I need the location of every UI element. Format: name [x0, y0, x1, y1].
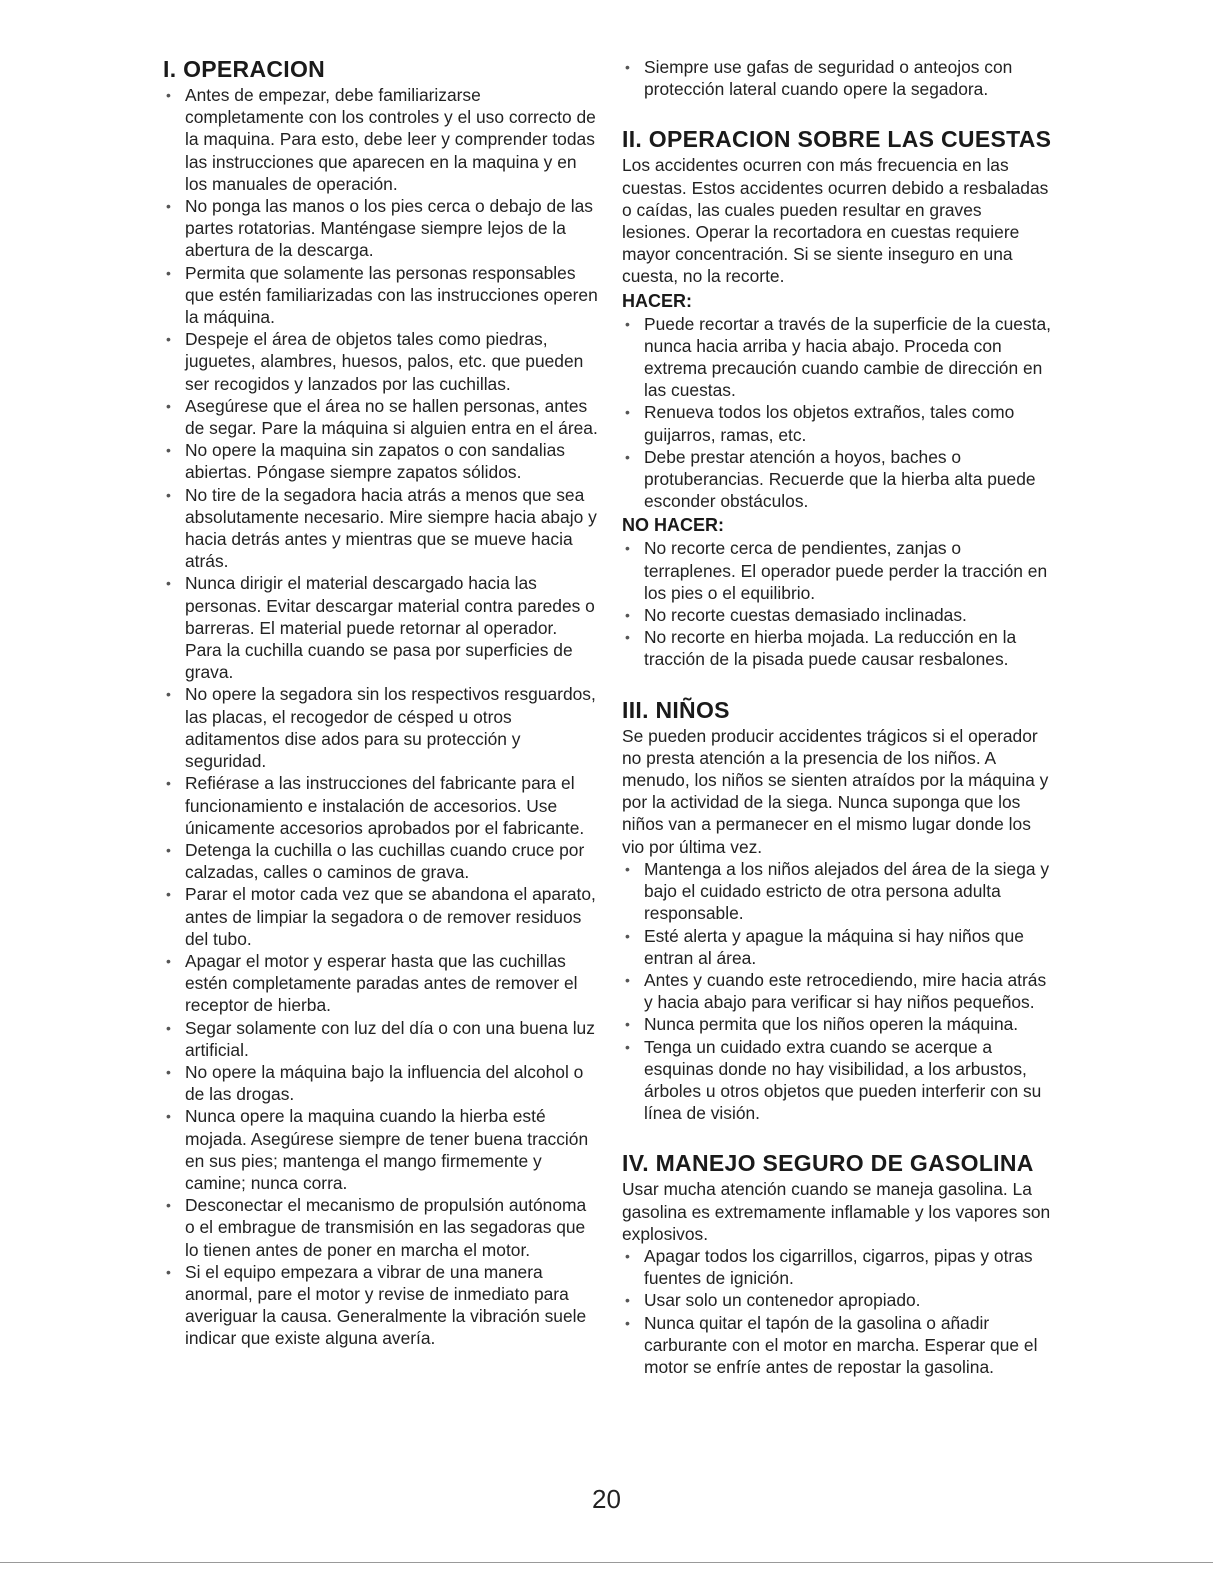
- list-item: • Renueva todos los objetos extraños, tales como guijarros, ramas, etc.: [622, 401, 1052, 445]
- list-item: • Refiérase a las instrucciones del fabricante para el funcionamiento e instalación de accesorios. Use únicamente accesorios aprobados por el fabricante.: [163, 772, 598, 839]
- list-item: • Apagar todos los cigarrillos, cigarros, pipas y otras fuentes de ignición.: [622, 1245, 1052, 1289]
- list-item: • Nunca quitar el tapón de la gasolina o añadir carburante con el motor en marcha. Esperar que el motor se enfríe antes de repostar la gasolina.: [622, 1312, 1052, 1379]
- list-item: • Nunca dirigir el material descargado hacia las personas. Evitar descargar material contra paredes o barreras. El material puede retornar al operador. Para la cuchilla cuando se pasa por superficies de grava.: [163, 572, 598, 683]
- list-item: • Usar solo un contenedor apropiado.: [622, 1289, 1052, 1311]
- list-item: • Segar solamente con luz del día o con una buena luz artificial.: [163, 1017, 598, 1061]
- list-item: • Detenga la cuchilla o las cuchillas cuando cruce por calzadas, calles o caminos de grava.: [163, 839, 598, 883]
- list-item: • Asegúrese que el área no se hallen personas, antes de segar. Pare la máquina si alguien entra en el área.: [163, 395, 598, 439]
- section-cuestas-title: II. OPERACION SOBRE LAS CUESTAS: [622, 126, 1052, 153]
- list-item: • Debe prestar atención a hoyos, baches o protuberancias. Recuerde que la hierba alta puede esconder obstáculos.: [622, 446, 1052, 513]
- list-item: • Desconectar el mecanismo de propulsión autónoma o el embrague de transmisión en las segadoras que lo tienen antes de poner en marcha el motor.: [163, 1194, 598, 1261]
- hacer-bullet-list: [622, 313, 1052, 513]
- list-item: • Puede recortar a través de la superficie de la cuesta, nunca hacia arriba y hacia abajo. Proceda con extrema precaución cuando cambie de dirección en las cuestas.: [622, 313, 1052, 402]
- list-item: • Nunca permita que los niños operen la máquina.: [622, 1013, 1052, 1035]
- list-item: • Parar el motor cada vez que se abandona el aparato, antes de limpiar la segadora o de remover residuos del tubo.: [163, 883, 598, 950]
- list-item: • Mantenga a los niños alejados del área de la siega y bajo el cuidado estricto de otra persona adulta responsable.: [622, 858, 1052, 925]
- right-column: [622, 56, 1052, 1378]
- list-item: • No opere la segadora sin los respectivos resguardos, las placas, el recogedor de césped u otros aditamentos dise ados para su protección y seguridad.: [163, 683, 598, 772]
- gasolina-intro: Usar mucha atención cuando se maneja gasolina. La gasolina es extremamente inflamable y los vapores son explosivos.: [622, 1179, 1051, 1244]
- bottom-divider: [0, 1562, 1213, 1563]
- section-gasolina-title: IV. MANEJO SEGURO DE GASOLINA: [622, 1150, 1034, 1177]
- operacion-continued-list: [622, 56, 1052, 100]
- list-item: • Siempre use gafas de seguridad o anteojos con protección lateral cuando opere la segadora.: [622, 56, 1052, 100]
- list-item: • No tire de la segadora hacia atrás a menos que sea absolutamente necesario. Mire siempre hacia abajo y hacia detrás antes y mientras que se mueve hacia atrás.: [163, 484, 598, 573]
- list-item: • Antes de empezar, debe familiarizarse completamente con los controles y el uso correcto de la maquina. Para esto, debe leer y comprender todas las instrucciones que aparecen en la maquina y en los manuales de operación.: [163, 84, 598, 195]
- ninos-bullet-list: [622, 858, 1052, 1124]
- list-item: • No recorte cerca de pendientes, zanjas o terraplenes. El operador puede perder la tracción en los pies o el equilibrio.: [622, 537, 1052, 604]
- gasolina-bullet-list: [622, 1245, 1052, 1378]
- list-item: • Antes y cuando este retrocediendo, mire hacia atrás y hacia abajo para verificar si hay niños pequeños.: [622, 969, 1052, 1013]
- list-item: • Si el equipo empezara a vibrar de una manera anormal, pare el motor y revise de inmediato para averiguar la causa. Generalmente la vibración suele indicar que existe alguna avería.: [163, 1261, 598, 1350]
- list-item: • Despeje el área de objetos tales como piedras, juguetes, alambres, huesos, palos, etc. que pueden ser recogidos y lanzados por las cuchillas.: [163, 328, 598, 395]
- section-operacion-title: I. OPERACION: [163, 56, 326, 82]
- list-item: • No recorte en hierba mojada. La reducción en la tracción de la pisada puede causar resbalones.: [622, 626, 1052, 670]
- ninos-intro: Se pueden producir accidentes trágicos si el operador no presta atención a la presencia de los niños. A menudo, los niños se sienten atraídos por la máquina y por la actividad de la siega. Nunca suponga que los niños van a permanecer en el mismo lugar donde los vio por última vez.: [622, 725, 1049, 857]
- list-item: • No recorte cuestas demasiado inclinadas.: [622, 604, 1052, 626]
- left-column: [163, 56, 598, 1350]
- list-item: • Apagar el motor y esperar hasta que las cuchillas estén completamente paradas antes de remover el receptor de hierba.: [163, 950, 598, 1017]
- list-item: • No opere la maquina sin zapatos o con sandalias abiertas. Póngase siempre zapatos sólidos.: [163, 439, 598, 483]
- list-item: • Nunca opere la maquina cuando la hierba esté mojada. Asegúrese siempre de tener buena tracción en sus pies; mantenga el mango firmemente y camine; nunca corra.: [163, 1105, 598, 1194]
- no-hacer-bullet-list: [622, 537, 1052, 670]
- list-item: • Esté alerta y apague la máquina si hay niños que entran al área.: [622, 925, 1052, 969]
- list-item: • Tenga un cuidado extra cuando se acerque a esquinas donde no hay visibilidad, a los arbustos, árboles u otros objetos que pueden interferir con su línea de visión.: [622, 1036, 1052, 1125]
- list-item: • Permita que solamente las personas responsables que estén familiarizadas con las instrucciones operen la máquina.: [163, 262, 598, 329]
- section-ninos-title: III. NIÑOS: [622, 696, 730, 723]
- list-item: • No opere la máquina bajo la influencia del alcohol o de las drogas.: [163, 1061, 598, 1105]
- list-item: • No ponga las manos o los pies cerca o debajo de las partes rotatorias. Manténgase siempre lejos de la abertura de la descarga.: [163, 195, 598, 262]
- page-number: 20: [592, 1484, 621, 1514]
- hacer-heading: HACER:: [622, 290, 692, 311]
- cuestas-intro: Los accidentes ocurren con más frecuencia en las cuestas. Estos accidentes ocurren debido a resbaladas o caídas, las cuales pueden resultar en graves lesiones. Operar la recortadora en cuestas requiere mayor concentración. Si se siente inseguro en una cuesta, no la recorte.: [622, 155, 1049, 287]
- operacion-bullet-list: [163, 84, 598, 1350]
- no-hacer-heading: NO HACER:: [622, 515, 724, 536]
